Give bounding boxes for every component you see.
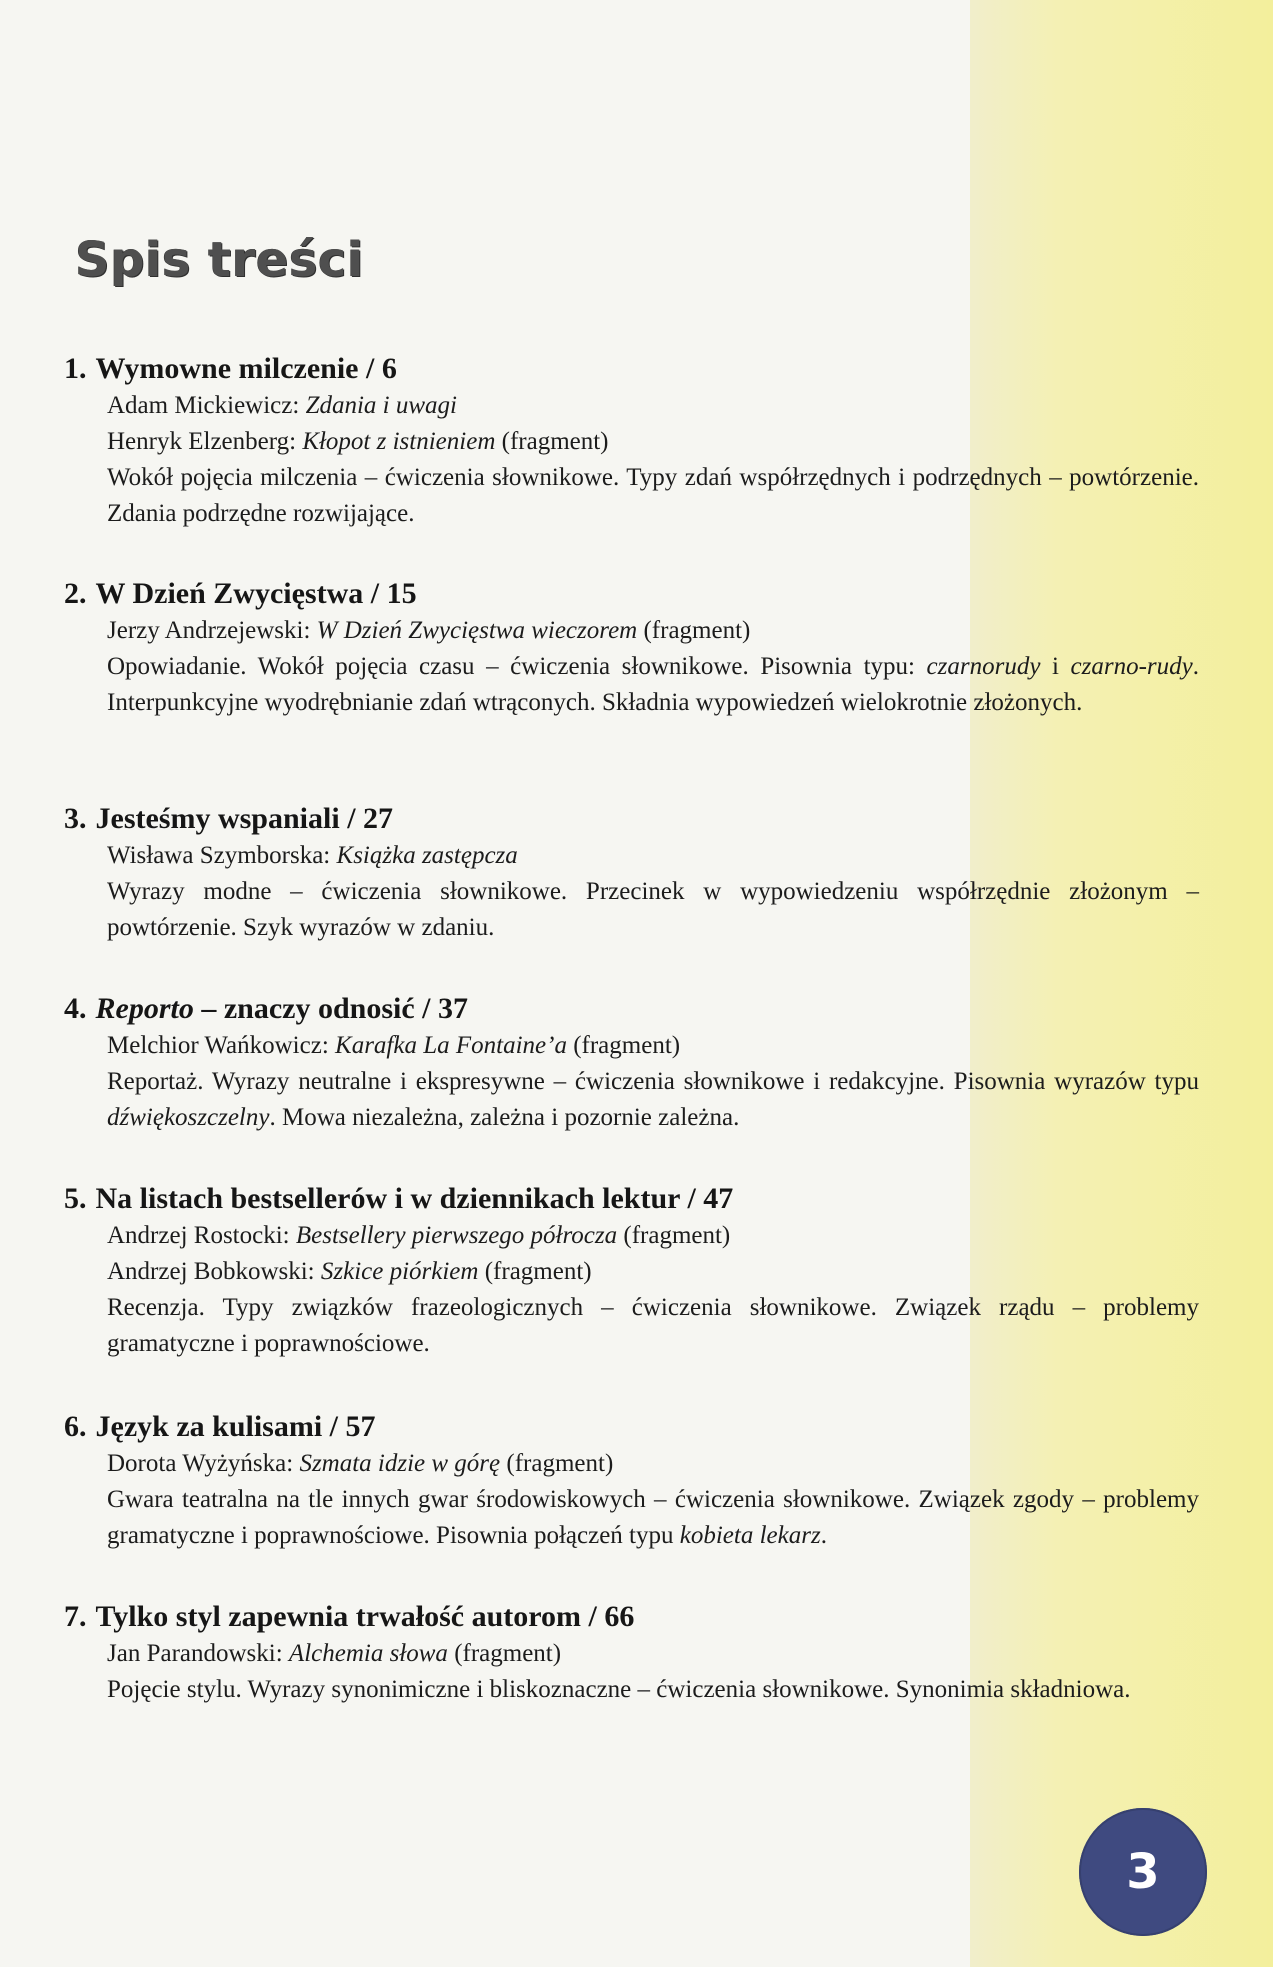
- reading-entry: Henryk Elzenberg: Kłopot z istnieniem (fragment): [107, 428, 609, 455]
- section-heading: 6. Język za kulisami / 57: [64, 1410, 376, 1443]
- section-title: Język za kulisami: [95, 1410, 323, 1443]
- work-title: Książka zastępcza: [336, 842, 518, 869]
- reading-entry: Melchior Wańkowicz: Karafka La Fontaine’a (fragment): [107, 1032, 681, 1059]
- section-page: 6: [381, 352, 397, 385]
- reading-entry: Jan Parandowski: Alchemia słowa (fragment): [107, 1640, 562, 1667]
- section-description: Gwara teatralna na tle innych gwar środowiskowych – ćwiczenia słownikowe. Związek zgody – problemy gramatyczne i poprawnościowe. Pisownia połączeń typu kobieta lekarz.: [107, 1486, 1199, 1549]
- reading-entry: Adam Mickiewicz: Zdania i uwagi: [107, 392, 457, 419]
- reading-entry: Wisława Szymborska: Książka zastępcza: [107, 842, 518, 869]
- section-page: 47: [703, 1182, 734, 1215]
- work-title: W Dzień Zwycięstwa wieczorem: [316, 617, 638, 644]
- section-page: 66: [604, 1600, 635, 1633]
- page-number-badge: 3: [1079, 1808, 1207, 1936]
- section-page: 37: [438, 992, 469, 1025]
- toc-section-5: [64, 1180, 1204, 1362]
- section-heading: 5. Na listach bestsellerów i w dziennikach lektur / 47: [64, 1182, 734, 1215]
- reading-entry: Andrzej Bobkowski: Szkice piórkiem (fragment): [107, 1258, 592, 1285]
- reading-entry: Dorota Wyżyńska: Szmata idzie w górę (fragment): [107, 1450, 614, 1477]
- reading-entry: Andrzej Rostocki: Bestsellery pierwszego półrocza (fragment): [107, 1222, 731, 1249]
- section-heading: 1. Wymowne milczenie / 6: [64, 352, 397, 385]
- work-title: Zdania i uwagi: [305, 392, 457, 419]
- page-title: Spis treści: [75, 232, 364, 288]
- section-description: Wokół pojęcia milczenia – ćwiczenia słownikowe. Typy zdań współrzędnych i podrzędnych – powtórzenie. Zdania podrzędne rozwijające.: [107, 464, 1199, 527]
- section-title: Wymowne milczenie: [95, 352, 359, 385]
- section-page: 27: [363, 802, 394, 835]
- section-page: 57: [345, 1410, 376, 1443]
- section-heading: 7. Tylko styl zapewnia trwałość autorom / 66: [64, 1600, 635, 1633]
- toc-section-4: [64, 990, 1204, 1136]
- reading-entry: Jerzy Andrzejewski: W Dzień Zwycięstwa wieczorem (fragment): [107, 617, 751, 644]
- work-title: Szmata idzie w górę: [299, 1450, 501, 1477]
- section-heading: 3. Jesteśmy wspaniali / 27: [64, 802, 394, 835]
- toc-section-6: [64, 1408, 1204, 1554]
- section-heading: 2. W Dzień Zwycięstwa / 15: [64, 577, 417, 610]
- section-description: Recenzja. Typy związków frazeologicznych – ćwiczenia słownikowe. Związek rządu – problemy gramatyczne i poprawnościowe.: [107, 1294, 1199, 1357]
- work-title: Alchemia słowa: [288, 1640, 448, 1667]
- toc-section-3: [64, 800, 1204, 946]
- work-title: Bestsellery pierwszego półrocza: [295, 1222, 618, 1249]
- section-title: – znaczy odnosić: [193, 992, 415, 1025]
- section-description: Wyrazy modne – ćwiczenia słownikowe. Przecinek w wypowiedzeniu współrzędnie złożonym – powtórzenie. Szyk wyrazów w zdaniu.: [107, 878, 1199, 941]
- section-description: Pojęcie stylu. Wyrazy synonimiczne i bliskoznaczne – ćwiczenia słownikowe. Synonimia składniowa.: [107, 1676, 1131, 1703]
- section-title-italic: Reporto: [95, 992, 194, 1025]
- section-heading: 4. Reporto – znaczy odnosić / 37: [64, 992, 469, 1025]
- work-title: Szkice piórkiem: [320, 1258, 479, 1285]
- section-title: Na listach bestsellerów i w dziennikach lektur: [95, 1182, 680, 1215]
- toc-section-1: [64, 350, 1204, 532]
- work-title: Kłopot z istnieniem: [302, 428, 496, 455]
- section-title: Tylko styl zapewnia trwałość autorom: [95, 1600, 582, 1633]
- section-description: Opowiadanie. Wokół pojęcia czasu – ćwiczenia słownikowe. Pisownia typu: czarnorudy i czarno-rudy. Interpunkcyjne wyodrębnianie zdań wtrąconych. Składnia wypowiedzeń wielokrotnie złożonych.: [107, 653, 1199, 716]
- section-title: Jesteśmy wspaniali: [95, 802, 340, 835]
- section-page: 15: [386, 577, 417, 610]
- toc-section-2: [64, 575, 1204, 721]
- work-title: Karafka La Fontaine’a: [335, 1032, 567, 1059]
- toc-section-7: [64, 1598, 1204, 1708]
- section-description: Reportaż. Wyrazy neutralne i ekspresywne – ćwiczenia słownikowe i redakcyjne. Pisownia wyrazów typu dźwiękoszczelny. Mowa niezależna, zależna i pozornie zależna.: [107, 1068, 1199, 1131]
- section-title: W Dzień Zwycięstwa: [95, 577, 364, 610]
